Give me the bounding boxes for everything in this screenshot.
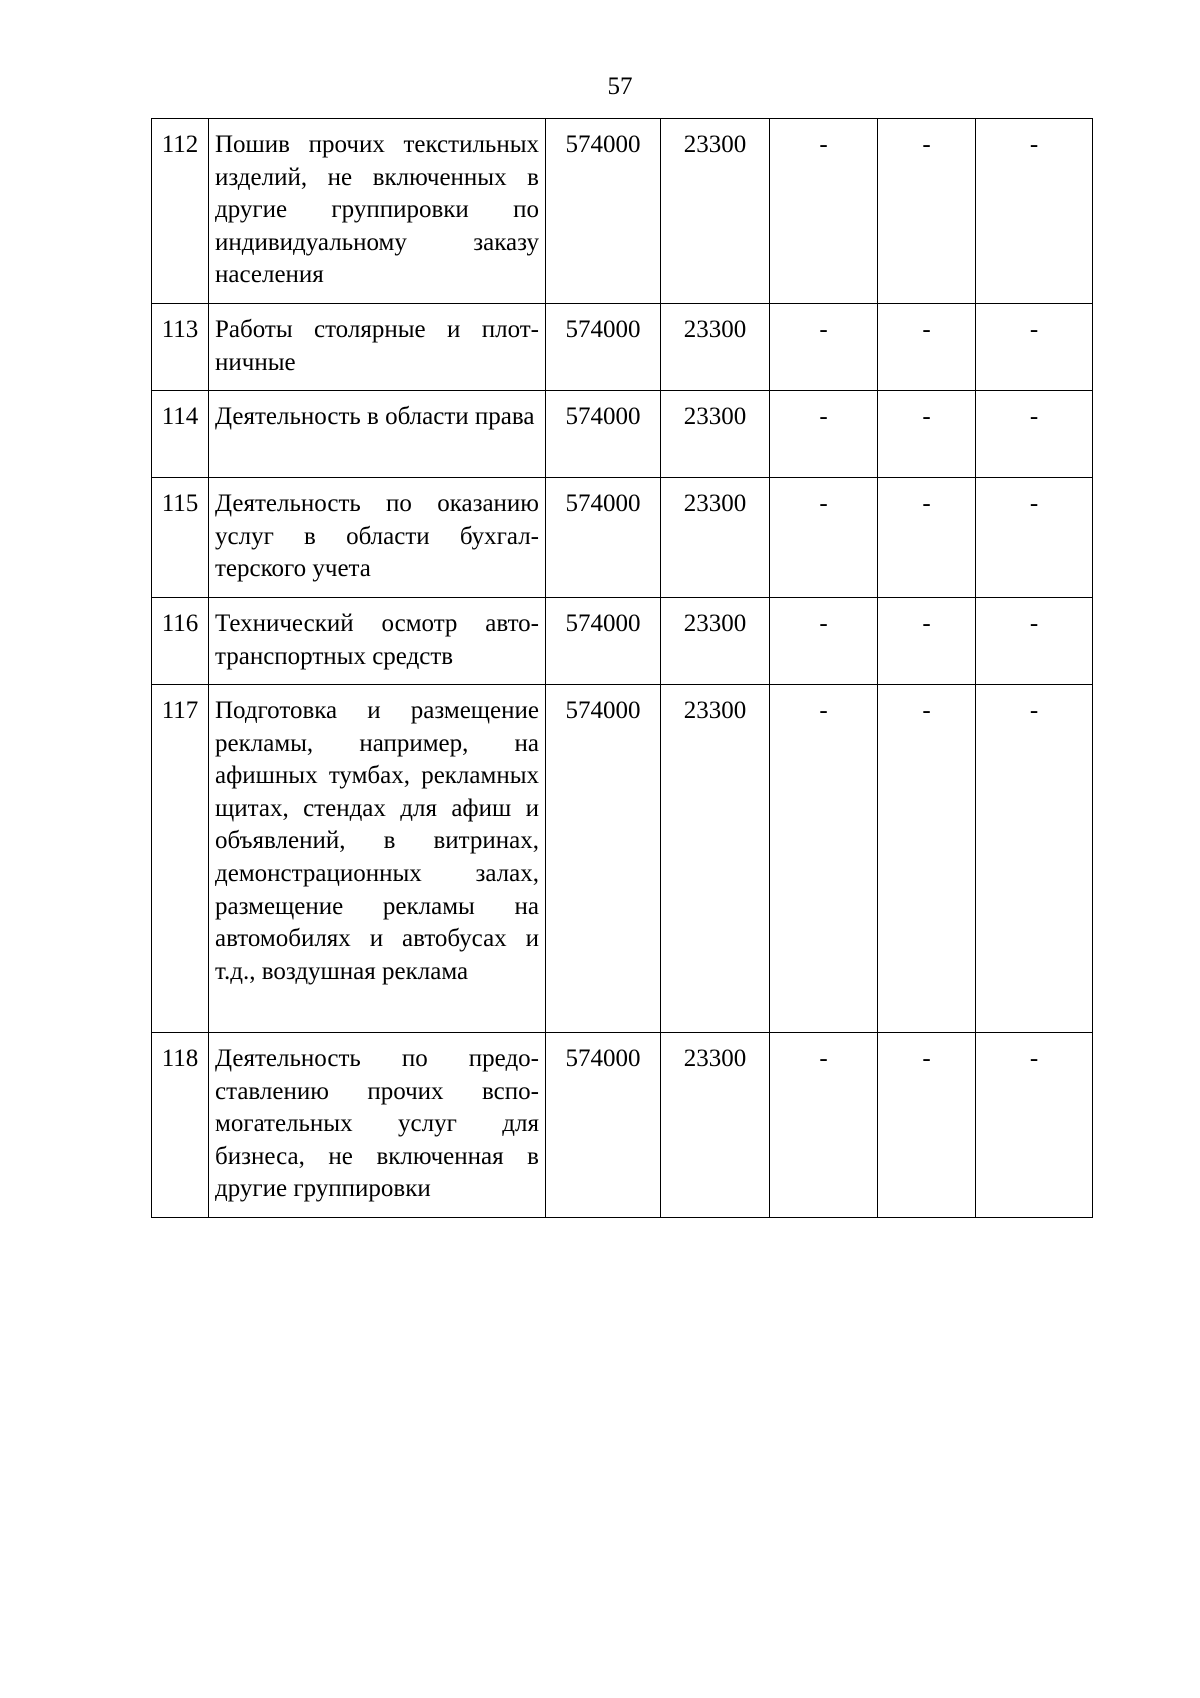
table-row [152, 685, 1093, 1033]
activity-name: Подготовка и размещение рекламы, например, на афишных тумбах, рекламных щитах, стендах для афиш и объявлений, в витринах, демонстрационных залах, размещение рекламы на автомобилях и автобусах и т.д., воздушная реклама [209, 685, 546, 1033]
value-6: - [878, 598, 976, 685]
value-6: - [878, 391, 976, 478]
value-1: 574000 [546, 391, 661, 478]
activity-name: Работы столярные и плотничные [209, 304, 546, 391]
value-2: 23300 [661, 391, 770, 478]
value-2: 23300 [661, 1033, 770, 1218]
row-number: 118 [152, 1033, 209, 1218]
value-7: - [976, 1033, 1093, 1218]
value-2: 23300 [661, 304, 770, 391]
row-number: 112 [152, 119, 209, 304]
activity-name: Пошив прочих текстильных изделий, не включенных в другие группировки по индивидуальному заказу населения [209, 119, 546, 304]
value-5: - [770, 119, 878, 304]
value-5: - [770, 391, 878, 478]
table-row [152, 478, 1093, 598]
rates-table-body [152, 119, 1093, 1218]
value-6: - [878, 304, 976, 391]
value-1: 574000 [546, 1033, 661, 1218]
value-2: 23300 [661, 685, 770, 1033]
value-5: - [770, 304, 878, 391]
row-number: 114 [152, 391, 209, 478]
value-5: - [770, 598, 878, 685]
row-number: 115 [152, 478, 209, 598]
value-5: - [770, 685, 878, 1033]
value-6: - [878, 685, 976, 1033]
value-1: 574000 [546, 304, 661, 391]
value-2: 23300 [661, 119, 770, 304]
value-5: - [770, 478, 878, 598]
value-1: 574000 [546, 478, 661, 598]
value-6: - [878, 478, 976, 598]
row-number: 117 [152, 685, 209, 1033]
value-1: 574000 [546, 119, 661, 304]
activity-name: Деятельность по оказанию услуг в области бухгалтерского учета [209, 478, 546, 598]
page-number: 57 [607, 73, 633, 100]
value-7: - [976, 119, 1093, 304]
value-2: 23300 [661, 598, 770, 685]
activity-name: Деятельность по предоставлению прочих вспомогательных услуг для бизнеса, не включенная в другие группировки [209, 1033, 546, 1218]
table-row [152, 391, 1093, 478]
value-2: 23300 [661, 478, 770, 598]
value-7: - [976, 598, 1093, 685]
activity-name: Деятельность в области права [209, 391, 546, 478]
value-7: - [976, 685, 1093, 1033]
value-7: - [976, 391, 1093, 478]
row-number: 113 [152, 304, 209, 391]
value-7: - [976, 304, 1093, 391]
table-row [152, 304, 1093, 391]
value-7: - [976, 478, 1093, 598]
value-6: - [878, 1033, 976, 1218]
activity-name: Технический осмотр автотранспортных средств [209, 598, 546, 685]
value-6: - [878, 119, 976, 304]
value-5: - [770, 1033, 878, 1218]
value-1: 574000 [546, 598, 661, 685]
rates-table [151, 118, 1093, 1218]
table-row [152, 598, 1093, 685]
value-1: 574000 [546, 685, 661, 1033]
row-number: 116 [152, 598, 209, 685]
table-row [152, 119, 1093, 304]
table-row [152, 1033, 1093, 1218]
